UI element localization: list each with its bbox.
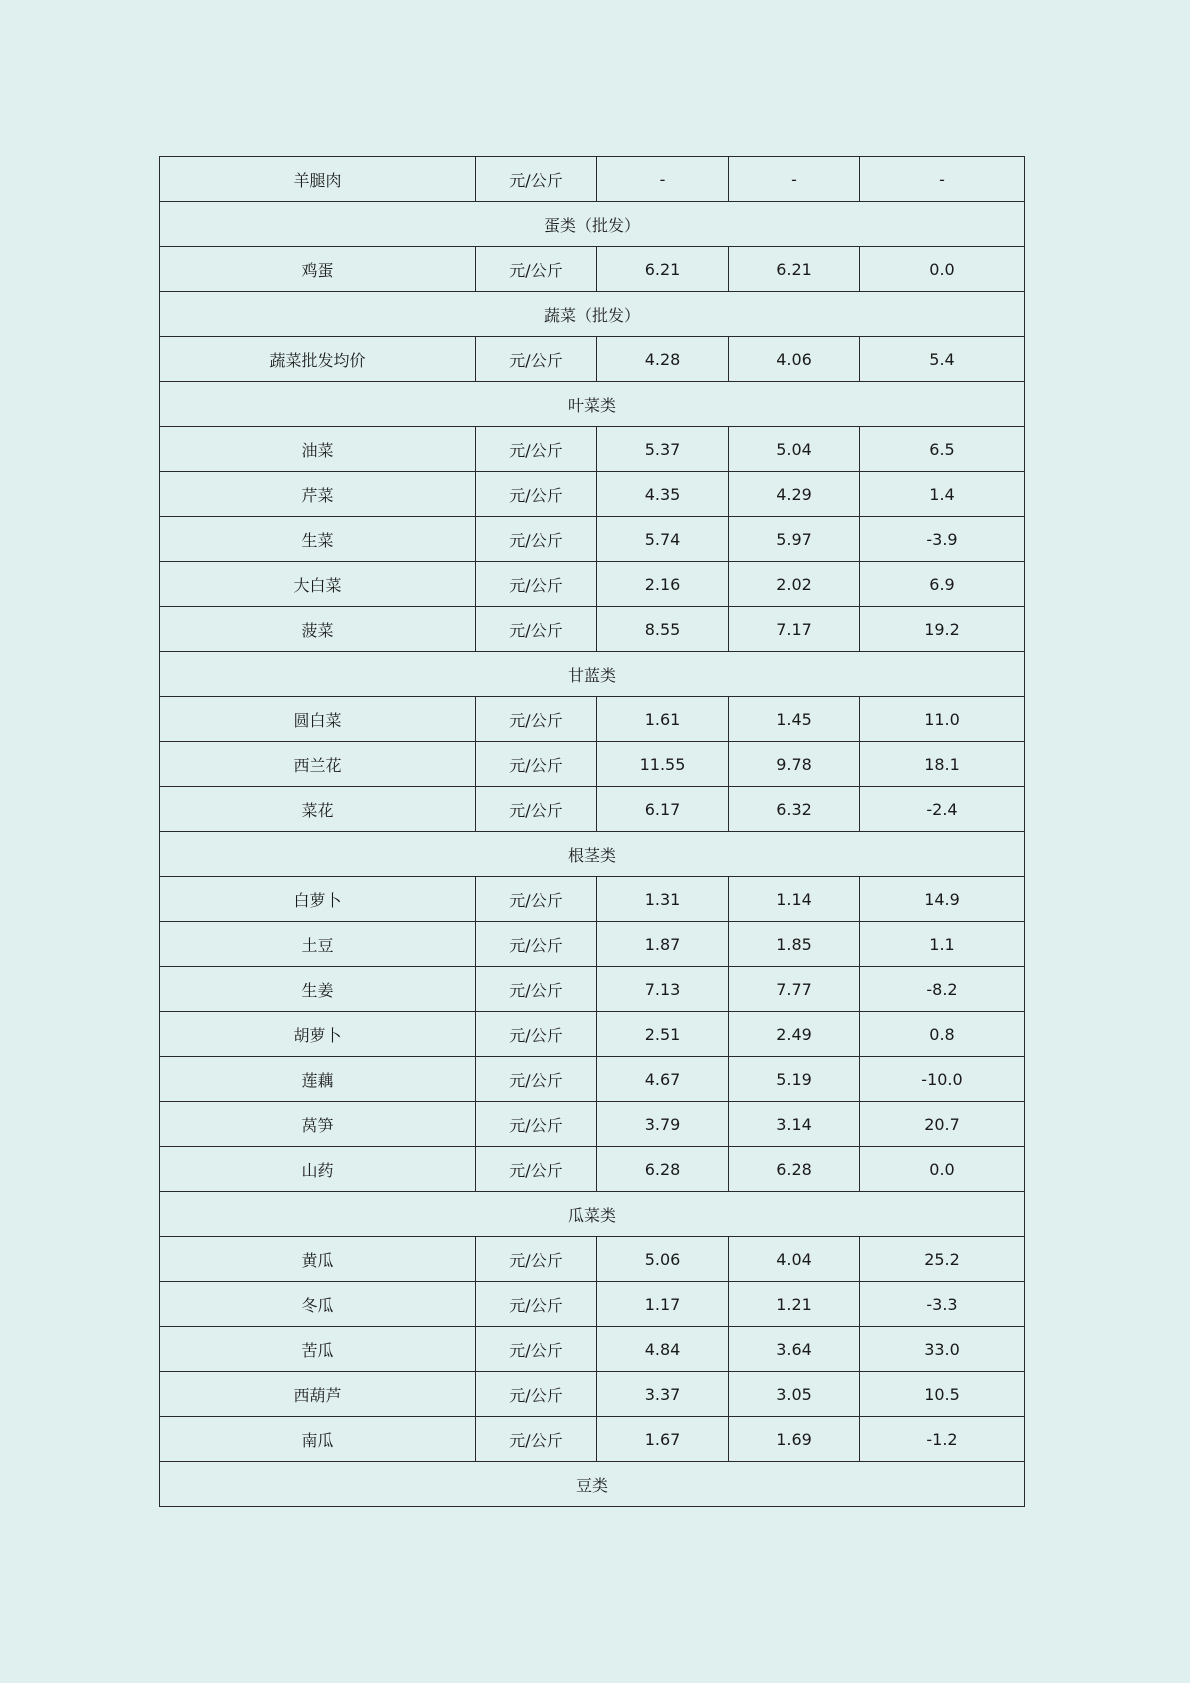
price-current-cell: 7.13 <box>597 967 729 1012</box>
table-row <box>160 922 1025 967</box>
unit-cell: 元/公斤 <box>476 1012 597 1057</box>
item-name-cell: 莲藕 <box>160 1057 476 1102</box>
unit-cell: 元/公斤 <box>476 157 597 202</box>
price-previous-cell: 1.45 <box>729 697 860 742</box>
change-percent-cell: -8.2 <box>860 967 1025 1012</box>
category-label: 甘蓝类 <box>160 652 1025 697</box>
item-name-cell: 西兰花 <box>160 742 476 787</box>
table-row <box>160 472 1025 517</box>
change-percent-cell: 18.1 <box>860 742 1025 787</box>
item-name-cell: 苦瓜 <box>160 1327 476 1372</box>
change-percent-cell: -1.2 <box>860 1417 1025 1462</box>
item-name-cell: 白萝卜 <box>160 877 476 922</box>
price-current-cell: 1.17 <box>597 1282 729 1327</box>
price-previous-cell: 6.28 <box>729 1147 860 1192</box>
item-name-cell: 山药 <box>160 1147 476 1192</box>
category-row <box>160 202 1025 247</box>
item-name-cell: 菠菜 <box>160 607 476 652</box>
price-previous-cell: 1.69 <box>729 1417 860 1462</box>
item-name-cell: 羊腿肉 <box>160 157 476 202</box>
price-current-cell: 6.28 <box>597 1147 729 1192</box>
price-previous-cell: 7.17 <box>729 607 860 652</box>
unit-cell: 元/公斤 <box>476 742 597 787</box>
category-row <box>160 1462 1025 1507</box>
table-row <box>160 742 1025 787</box>
unit-cell: 元/公斤 <box>476 1372 597 1417</box>
price-previous-cell: 3.64 <box>729 1327 860 1372</box>
unit-cell: 元/公斤 <box>476 1417 597 1462</box>
price-previous-cell: 4.04 <box>729 1237 860 1282</box>
table-row <box>160 427 1025 472</box>
item-name-cell: 土豆 <box>160 922 476 967</box>
item-name-cell: 生姜 <box>160 967 476 1012</box>
unit-cell: 元/公斤 <box>476 1237 597 1282</box>
price-previous-cell: 5.97 <box>729 517 860 562</box>
unit-cell: 元/公斤 <box>476 877 597 922</box>
unit-cell: 元/公斤 <box>476 562 597 607</box>
price-current-cell: 3.79 <box>597 1102 729 1147</box>
change-percent-cell: 0.0 <box>860 247 1025 292</box>
item-name-cell: 圆白菜 <box>160 697 476 742</box>
price-current-cell: 4.67 <box>597 1057 729 1102</box>
item-name-cell: 蔬菜批发均价 <box>160 337 476 382</box>
change-percent-cell: 33.0 <box>860 1327 1025 1372</box>
table-row <box>160 517 1025 562</box>
price-current-cell: 1.87 <box>597 922 729 967</box>
item-name-cell: 南瓜 <box>160 1417 476 1462</box>
change-percent-cell: -10.0 <box>860 1057 1025 1102</box>
change-percent-cell: 10.5 <box>860 1372 1025 1417</box>
item-name-cell: 芹菜 <box>160 472 476 517</box>
table-row <box>160 1327 1025 1372</box>
price-previous-cell: 9.78 <box>729 742 860 787</box>
price-previous-cell: 3.05 <box>729 1372 860 1417</box>
unit-cell: 元/公斤 <box>476 472 597 517</box>
table-row <box>160 1012 1025 1057</box>
table-row <box>160 1237 1025 1282</box>
table-row <box>160 1147 1025 1192</box>
item-name-cell: 生菜 <box>160 517 476 562</box>
unit-cell: 元/公斤 <box>476 337 597 382</box>
price-previous-cell: 5.04 <box>729 427 860 472</box>
price-table-body <box>160 157 1025 1507</box>
change-percent-cell: 1.4 <box>860 472 1025 517</box>
change-percent-cell: 6.9 <box>860 562 1025 607</box>
category-label: 蛋类（批发） <box>160 202 1025 247</box>
table-row <box>160 877 1025 922</box>
change-percent-cell: 0.0 <box>860 1147 1025 1192</box>
unit-cell: 元/公斤 <box>476 1057 597 1102</box>
price-previous-cell: 5.19 <box>729 1057 860 1102</box>
item-name-cell: 莴笋 <box>160 1102 476 1147</box>
price-current-cell: 8.55 <box>597 607 729 652</box>
price-current-cell: 6.17 <box>597 787 729 832</box>
unit-cell: 元/公斤 <box>476 787 597 832</box>
price-previous-cell: 1.85 <box>729 922 860 967</box>
item-name-cell: 菜花 <box>160 787 476 832</box>
unit-cell: 元/公斤 <box>476 427 597 472</box>
category-row <box>160 382 1025 427</box>
price-previous-cell: - <box>729 157 860 202</box>
change-percent-cell: 0.8 <box>860 1012 1025 1057</box>
category-row <box>160 292 1025 337</box>
change-percent-cell: - <box>860 157 1025 202</box>
price-current-cell: 2.16 <box>597 562 729 607</box>
price-previous-cell: 6.32 <box>729 787 860 832</box>
item-name-cell: 大白菜 <box>160 562 476 607</box>
category-row <box>160 832 1025 877</box>
price-current-cell: 3.37 <box>597 1372 729 1417</box>
change-percent-cell: 25.2 <box>860 1237 1025 1282</box>
change-percent-cell: 5.4 <box>860 337 1025 382</box>
category-label: 瓜菜类 <box>160 1192 1025 1237</box>
unit-cell: 元/公斤 <box>476 1282 597 1327</box>
price-current-cell: 4.35 <box>597 472 729 517</box>
price-current-cell: 6.21 <box>597 247 729 292</box>
table-row <box>160 157 1025 202</box>
unit-cell: 元/公斤 <box>476 517 597 562</box>
change-percent-cell: 11.0 <box>860 697 1025 742</box>
item-name-cell: 油菜 <box>160 427 476 472</box>
change-percent-cell: -3.3 <box>860 1282 1025 1327</box>
item-name-cell: 胡萝卜 <box>160 1012 476 1057</box>
price-previous-cell: 4.06 <box>729 337 860 382</box>
price-current-cell: 1.31 <box>597 877 729 922</box>
price-current-cell: 11.55 <box>597 742 729 787</box>
category-label: 蔬菜（批发） <box>160 292 1025 337</box>
unit-cell: 元/公斤 <box>476 247 597 292</box>
change-percent-cell: 6.5 <box>860 427 1025 472</box>
price-table <box>159 156 1025 1507</box>
unit-cell: 元/公斤 <box>476 1102 597 1147</box>
price-current-cell: 1.61 <box>597 697 729 742</box>
price-previous-cell: 3.14 <box>729 1102 860 1147</box>
price-previous-cell: 2.49 <box>729 1012 860 1057</box>
table-row <box>160 1057 1025 1102</box>
price-previous-cell: 1.14 <box>729 877 860 922</box>
price-previous-cell: 1.21 <box>729 1282 860 1327</box>
category-row <box>160 652 1025 697</box>
table-row <box>160 1417 1025 1462</box>
table-row <box>160 1372 1025 1417</box>
category-row <box>160 1192 1025 1237</box>
price-previous-cell: 4.29 <box>729 472 860 517</box>
unit-cell: 元/公斤 <box>476 607 597 652</box>
price-current-cell: 2.51 <box>597 1012 729 1057</box>
change-percent-cell: -3.9 <box>860 517 1025 562</box>
category-label: 根茎类 <box>160 832 1025 877</box>
unit-cell: 元/公斤 <box>476 697 597 742</box>
change-percent-cell: 1.1 <box>860 922 1025 967</box>
table-row <box>160 787 1025 832</box>
unit-cell: 元/公斤 <box>476 967 597 1012</box>
change-percent-cell: 19.2 <box>860 607 1025 652</box>
table-row <box>160 1282 1025 1327</box>
change-percent-cell: 20.7 <box>860 1102 1025 1147</box>
price-current-cell: 4.28 <box>597 337 729 382</box>
price-previous-cell: 6.21 <box>729 247 860 292</box>
category-label: 叶菜类 <box>160 382 1025 427</box>
table-row <box>160 697 1025 742</box>
table-row <box>160 967 1025 1012</box>
item-name-cell: 鸡蛋 <box>160 247 476 292</box>
table-row <box>160 337 1025 382</box>
price-current-cell: 5.06 <box>597 1237 729 1282</box>
table-row <box>160 607 1025 652</box>
unit-cell: 元/公斤 <box>476 1147 597 1192</box>
table-row <box>160 247 1025 292</box>
unit-cell: 元/公斤 <box>476 922 597 967</box>
table-row <box>160 562 1025 607</box>
price-current-cell: 4.84 <box>597 1327 729 1372</box>
price-previous-cell: 2.02 <box>729 562 860 607</box>
price-current-cell: 1.67 <box>597 1417 729 1462</box>
category-label: 豆类 <box>160 1462 1025 1507</box>
item-name-cell: 西葫芦 <box>160 1372 476 1417</box>
price-current-cell: 5.37 <box>597 427 729 472</box>
item-name-cell: 冬瓜 <box>160 1282 476 1327</box>
change-percent-cell: -2.4 <box>860 787 1025 832</box>
item-name-cell: 黄瓜 <box>160 1237 476 1282</box>
table-row <box>160 1102 1025 1147</box>
price-previous-cell: 7.77 <box>729 967 860 1012</box>
unit-cell: 元/公斤 <box>476 1327 597 1372</box>
price-current-cell: 5.74 <box>597 517 729 562</box>
change-percent-cell: 14.9 <box>860 877 1025 922</box>
price-current-cell: - <box>597 157 729 202</box>
